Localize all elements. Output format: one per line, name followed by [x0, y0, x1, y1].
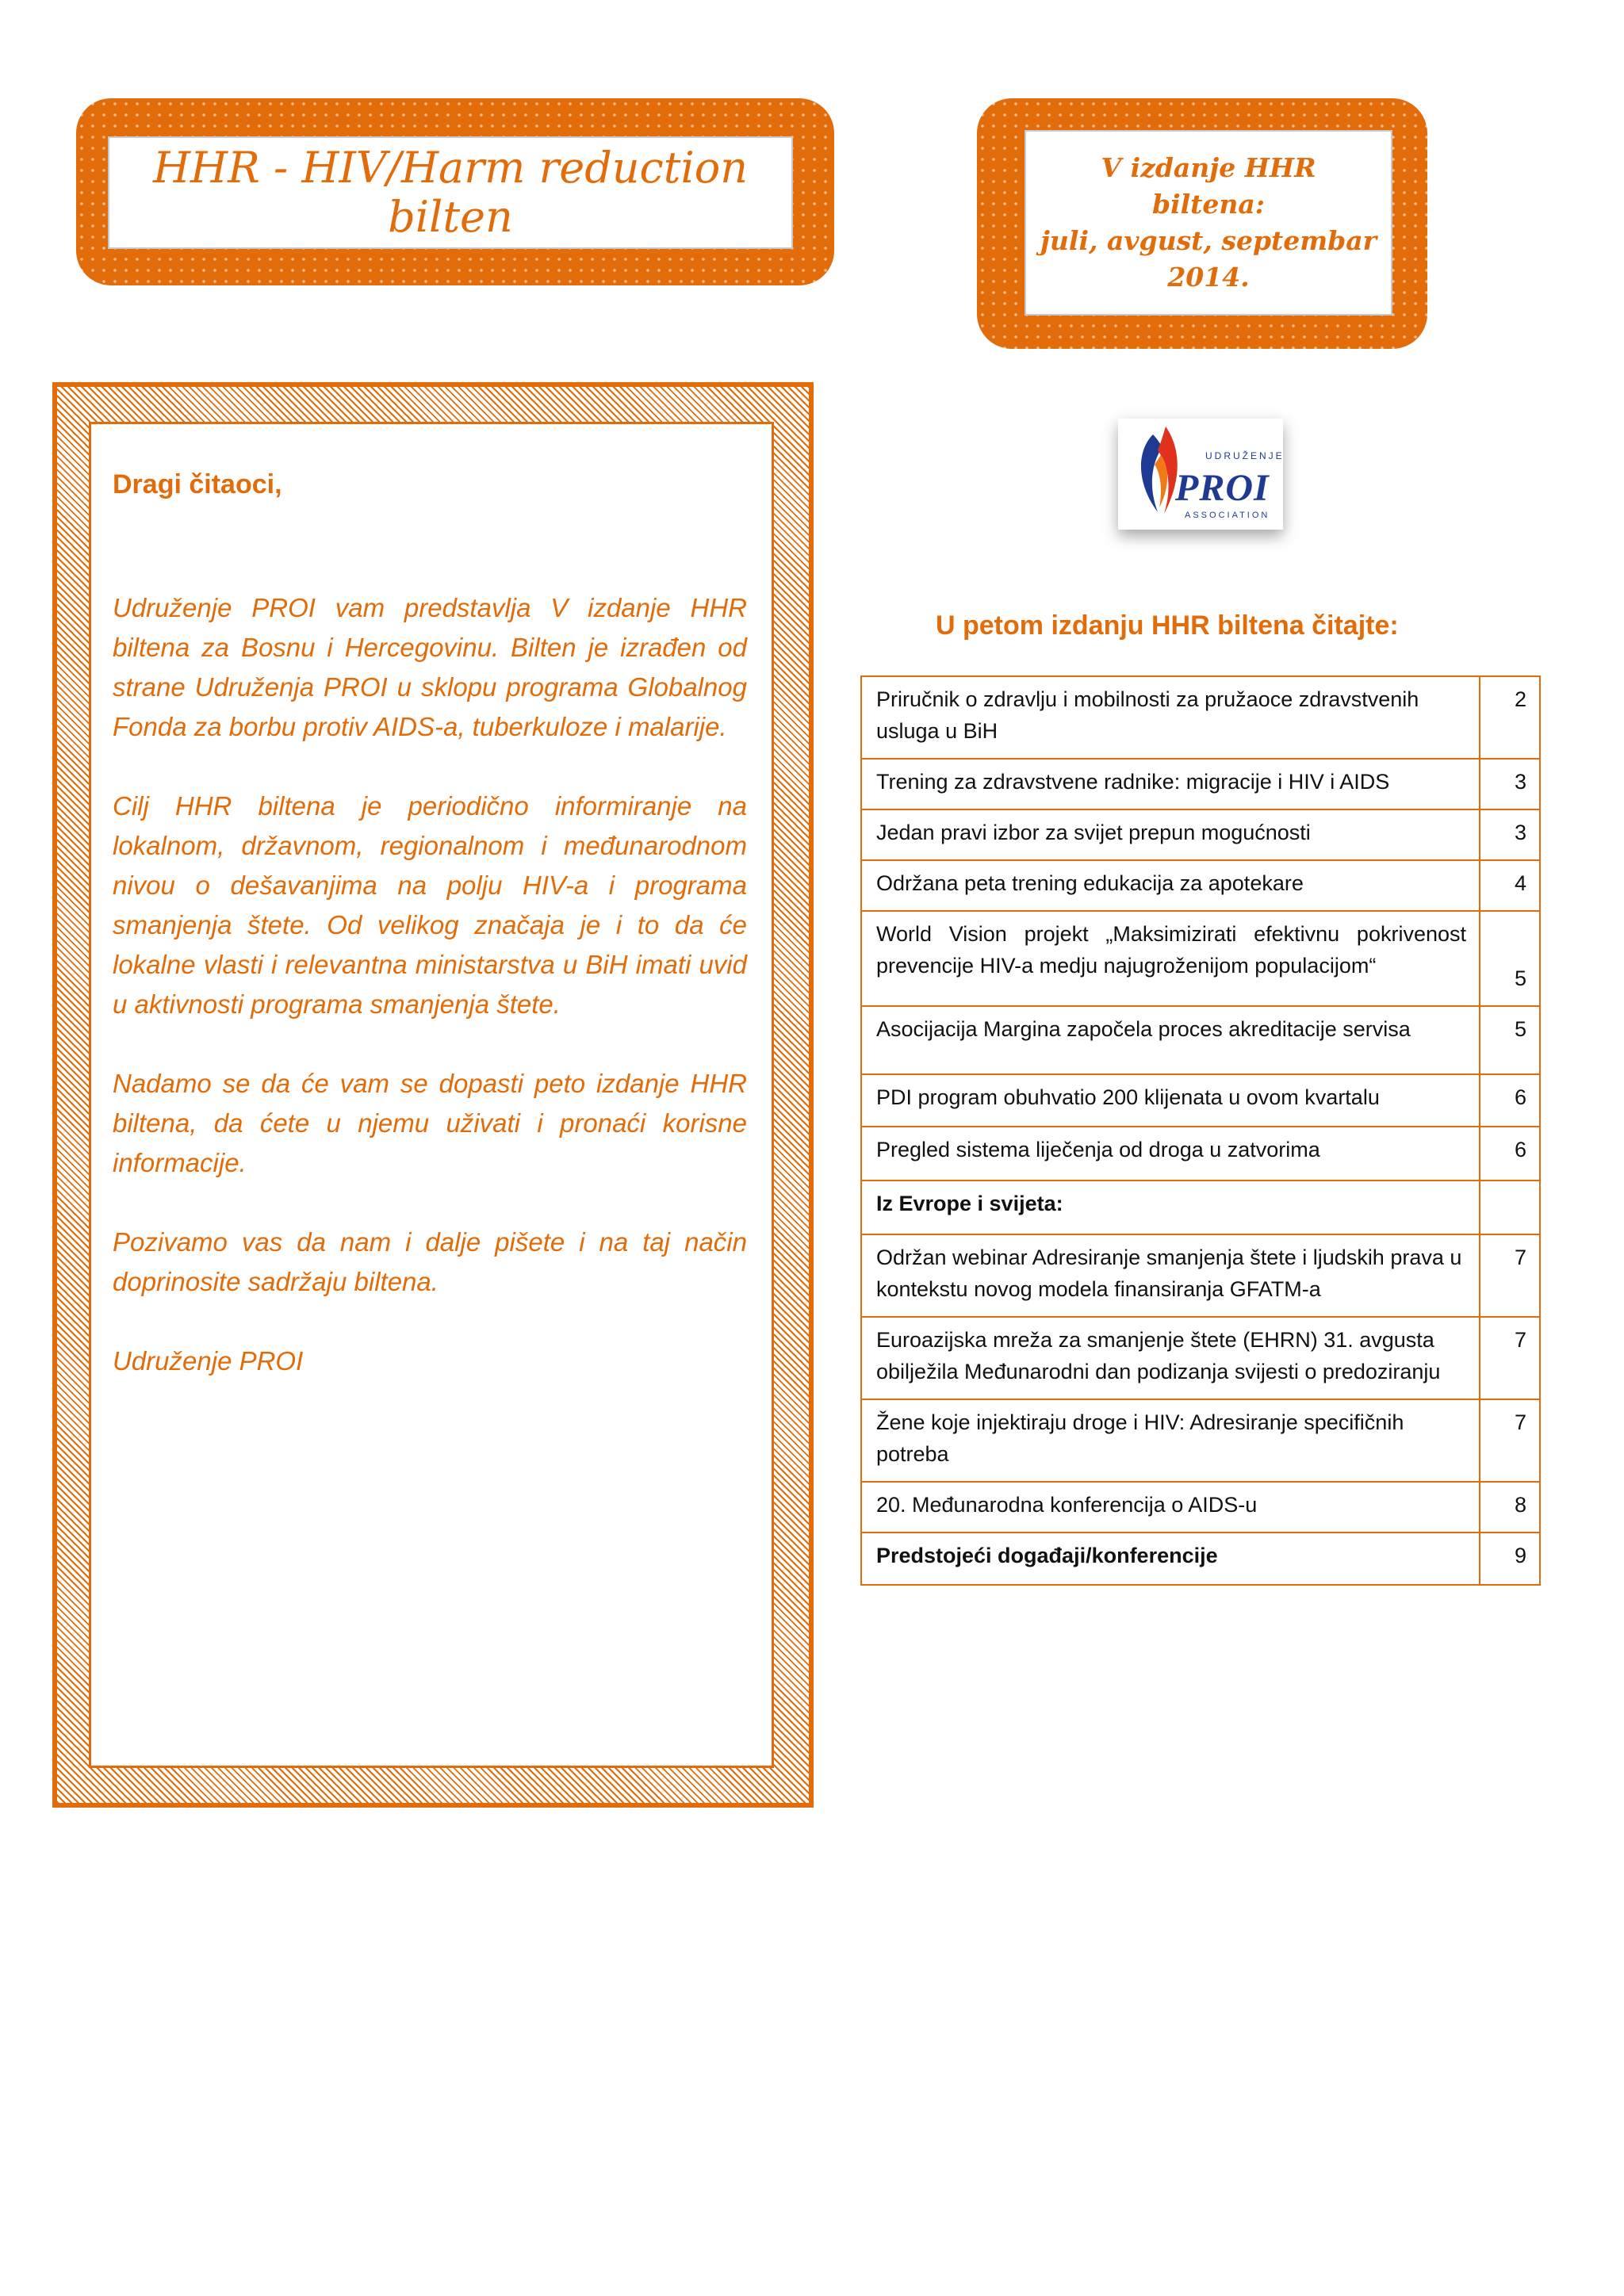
toc-table	[860, 675, 1541, 1586]
toc-title: 20. Međunarodna konferencija o AIDS-u	[861, 1482, 1480, 1533]
table-row	[861, 1181, 1540, 1234]
table-row	[861, 1006, 1540, 1074]
proi-logo	[1118, 419, 1283, 530]
toc-title: Trening za zdravstvene radnike: migracije i HIV i AIDS	[861, 759, 1480, 809]
toc-page: 6	[1480, 1074, 1540, 1127]
table-row	[861, 1482, 1540, 1533]
table-row	[861, 759, 1540, 809]
letter-paragraph: Udruženje PROI vam predstavlja V izdanje HHR biltena za Bosnu i Hercegovinu. Bilten je izrađen od strane Udruženja PROI u sklopu programa Globalnog Fonda za borbu protiv AIDS-a, tuberkuloze i malarije.	[113, 593, 747, 741]
toc-page: 5	[1480, 1006, 1540, 1074]
table-row	[861, 860, 1540, 911]
toc-page: 6	[1480, 1127, 1540, 1181]
table-row	[861, 1399, 1540, 1482]
logo-top-text: UDRUŽENJE	[1205, 450, 1285, 461]
table-row	[861, 809, 1540, 860]
letter-paragraph: Nadamo se da će vam se dopasti peto izdanje HHR biltena, da ćete u njemu uživati i pronaći korisne informacije.	[113, 1069, 747, 1177]
letter-greeting: Dragi čitaoci,	[113, 469, 282, 499]
table-row	[861, 911, 1540, 1006]
letter-paragraph: Cilj HHR biltena je periodično informiranje na lokalnom, državnom, regionalnom i međunarodnom nivou o dešavanjima na polju HIV-a i programa smanjenja štete. Od velikog značaja je i to da će lokalne vlasti i relevantna ministarstva u BiH imati uvid u aktivnosti programa smanjenja štete.	[113, 791, 747, 1019]
table-row	[861, 1533, 1540, 1585]
toc-page: 9	[1480, 1533, 1540, 1585]
toc-page: 8	[1480, 1482, 1540, 1533]
table-row	[861, 676, 1540, 759]
issue-info: V izdanje HHR biltena: juli, avgust, septembar 2014.	[1025, 130, 1392, 316]
toc-page: 3	[1480, 759, 1540, 809]
toc-title: PDI program obuhvatio 200 klijenata u ovom kvartalu	[861, 1074, 1480, 1127]
letter-paragraph: Pozivamo vas da nam i dalje pišete i na taj način doprinosite sadržaju biltena.	[113, 1227, 747, 1296]
toc-page: 7	[1480, 1399, 1540, 1482]
table-row	[861, 1127, 1540, 1181]
toc-page: 3	[1480, 809, 1540, 860]
letter-body	[113, 588, 747, 1421]
toc-page: 7	[1480, 1317, 1540, 1399]
toc-title: Pregled sistema liječenja od droga u zatvorima	[861, 1127, 1480, 1181]
toc-title: Održan webinar Adresiranje smanjenja štete i ljudskih prava u kontekstu novog modela finansiranja GFATM-a	[861, 1234, 1480, 1317]
toc-title: Predstojeći događaji/konferencije	[861, 1533, 1480, 1585]
toc-title: Žene koje injektiraju droge i HIV: Adresiranje specifičnih potreba	[861, 1399, 1480, 1482]
toc-page: 7	[1480, 1234, 1540, 1317]
toc-title: Euroazijska mreža za smanjenje štete (EHRN) 31. avgusta obilježila Međunarodni dan podizanja svijesti o predoziranju	[861, 1317, 1480, 1399]
logo-wordmark: PROI	[1175, 467, 1270, 509]
issue-banner	[977, 98, 1427, 349]
letter-signature: Udruženje PROI	[113, 1346, 304, 1376]
toc-section-heading: Iz Evrope i svijeta:	[861, 1181, 1480, 1234]
table-row	[861, 1234, 1540, 1317]
toc-page: 4	[1480, 860, 1540, 911]
logo-bottom-text: ASSOCIATION	[1185, 511, 1270, 520]
toc-page: 5	[1480, 911, 1540, 1006]
toc-title: Priručnik o zdravlju i mobilnosti za pružaoce zdravstvenih usluga u BiH	[861, 676, 1480, 759]
title-banner	[76, 98, 834, 285]
table-row	[861, 1074, 1540, 1127]
toc-title: Asocijacija Margina započela proces akreditacije servisa	[861, 1006, 1480, 1074]
toc-heading: U petom izdanju HHR biltena čitajte:	[936, 610, 1399, 641]
toc-title: Održana peta trening edukacija za apotekare	[861, 860, 1480, 911]
newsletter-title: HHR - HIV/Harm reduction bilten	[108, 136, 793, 249]
toc-page	[1480, 1181, 1540, 1234]
table-row	[861, 1317, 1540, 1399]
toc-page: 2	[1480, 676, 1540, 759]
toc-title: World Vision projekt „Maksimizirati efektivnu pokrivenost prevencije HIV-a medju najugroženijom populacijom“	[861, 911, 1480, 1006]
toc-title: Jedan pravi izbor za svijet prepun mogućnosti	[861, 809, 1480, 860]
